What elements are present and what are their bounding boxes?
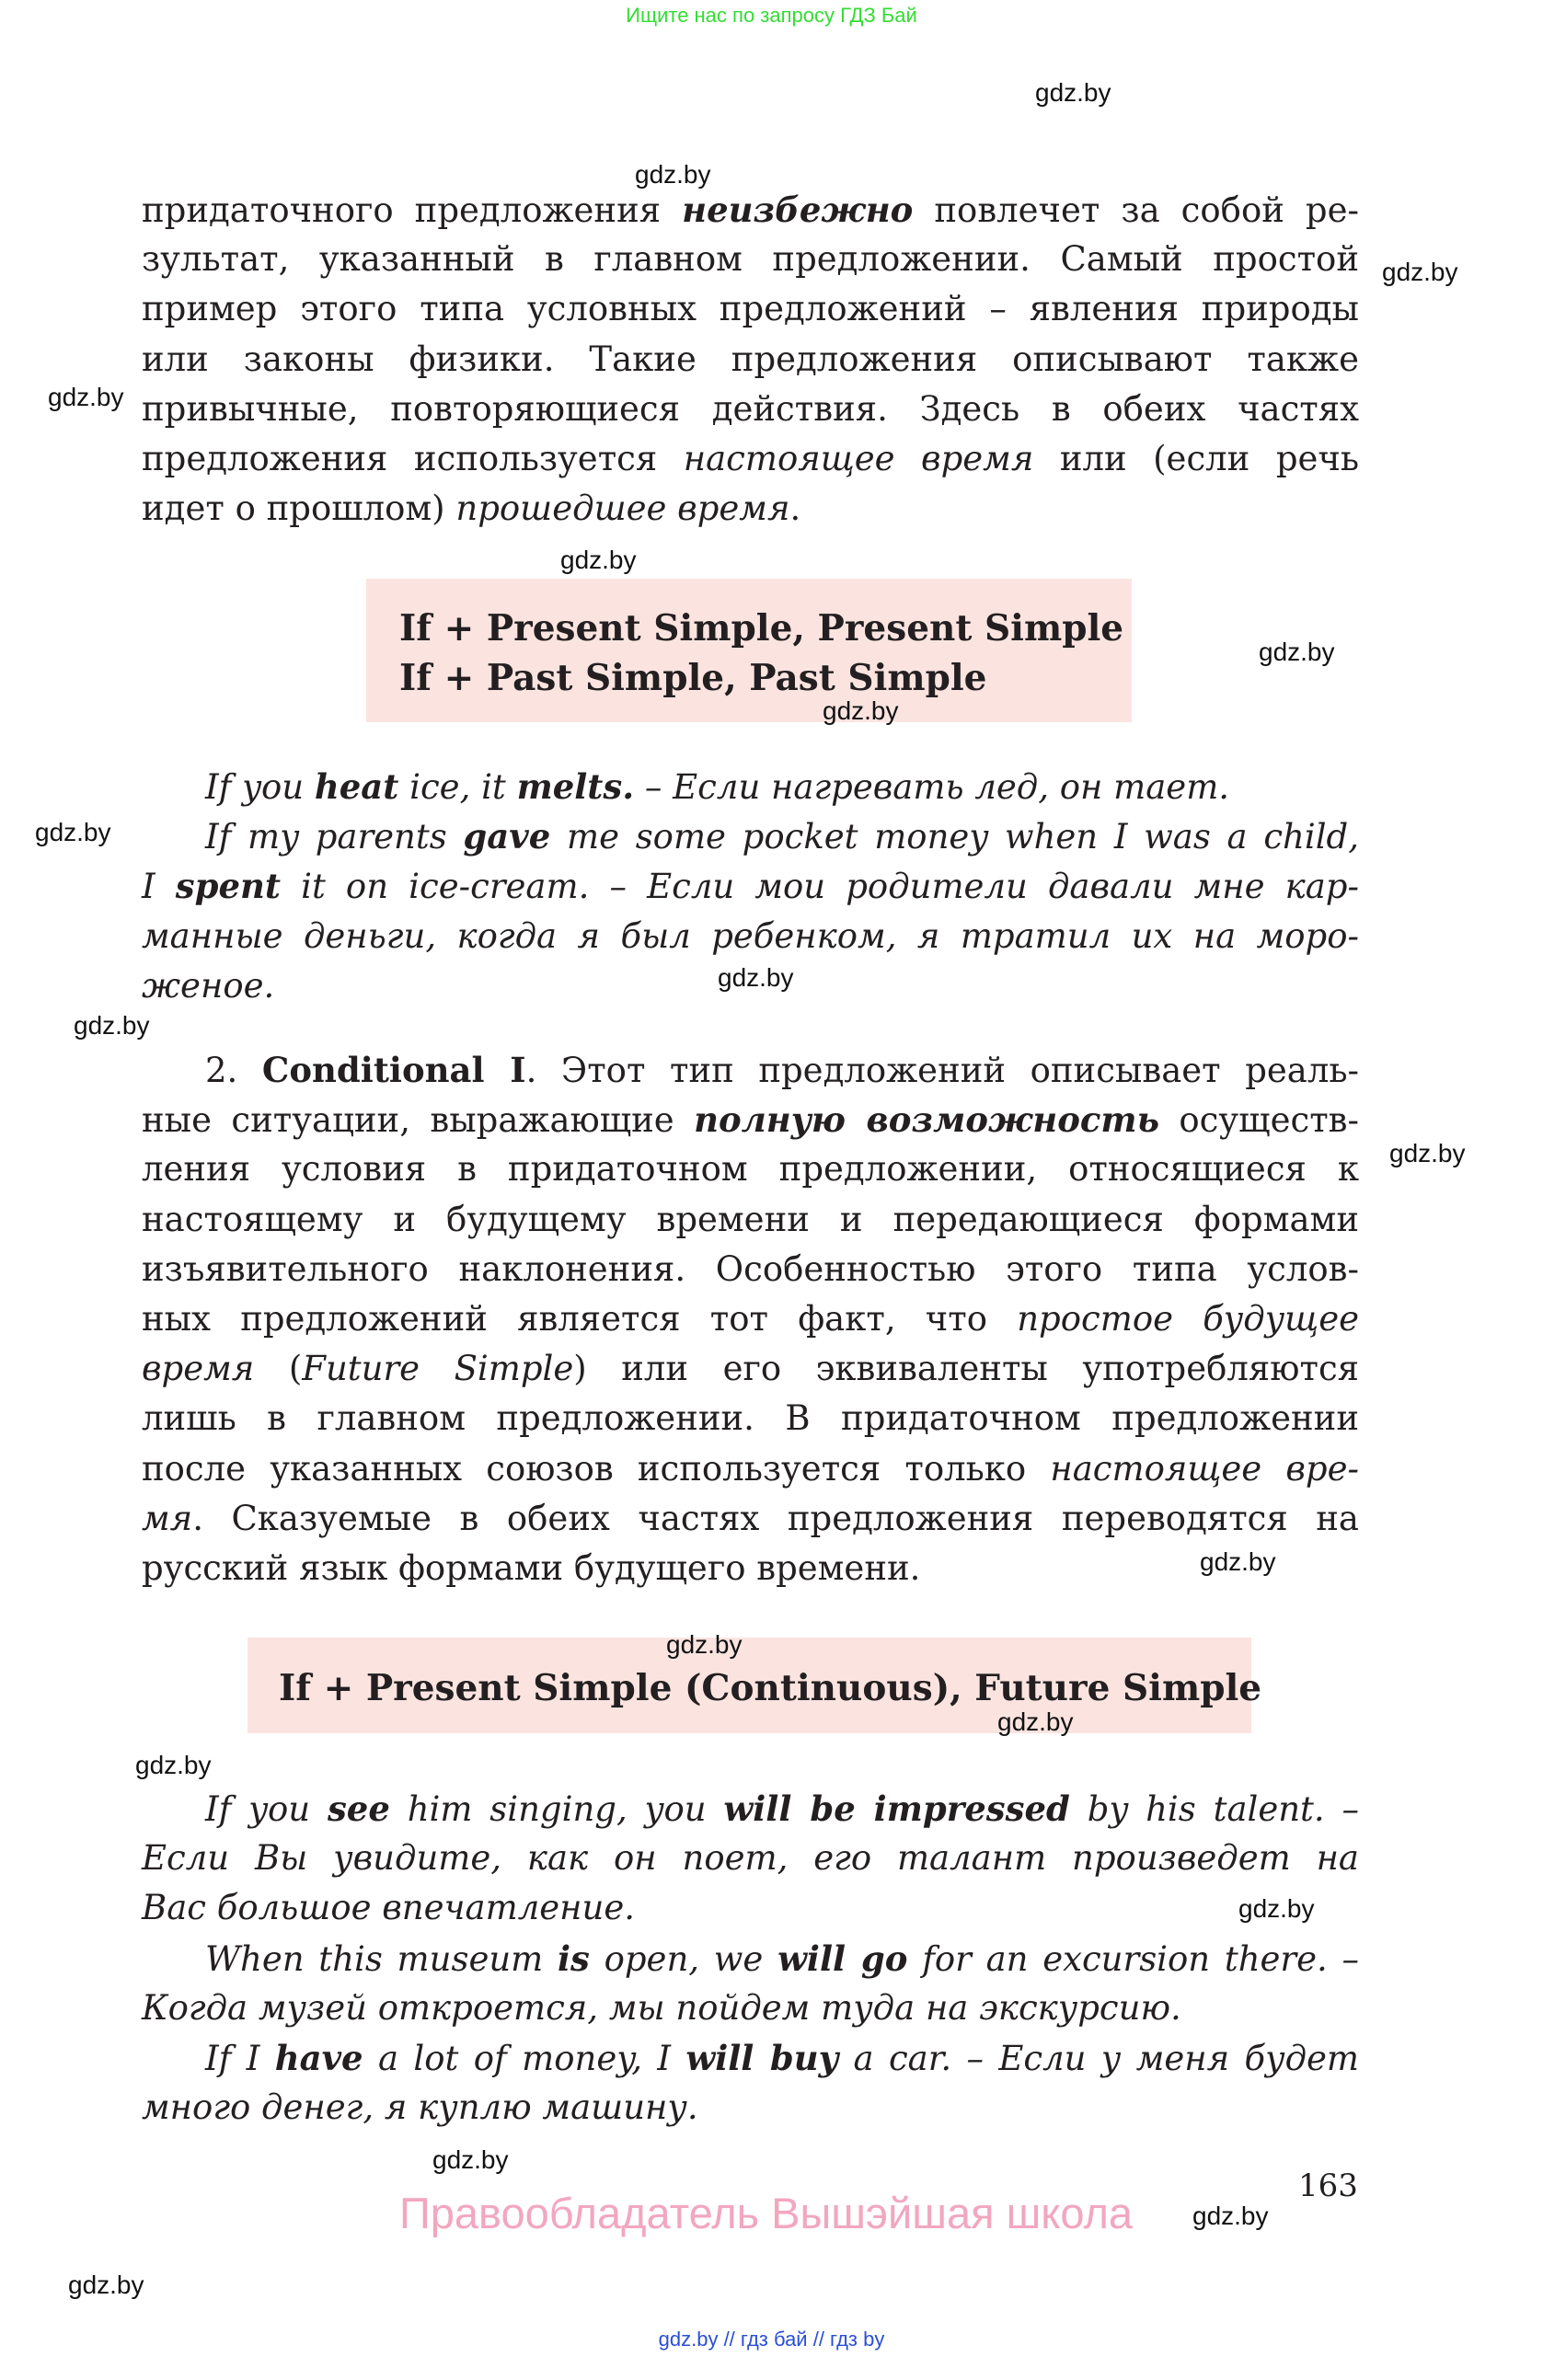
text-run: зультат, указанный в главном предложении. Самый простой <box>142 239 1359 279</box>
paragraph2-line <box>142 1195 1359 1245</box>
gdz-watermark: gdz.by <box>1192 2202 1269 2230</box>
text-run: или законы физики. Такие предложения описывают также <box>142 339 1359 379</box>
emphasis-text: it on ice-cream. – Если мои родители давали мне кар- <box>280 867 1359 906</box>
text-run: придаточного предложения <box>142 190 683 230</box>
text-run: идет о прошлом) <box>142 489 456 528</box>
search-hint-note: Ищите нас по запросу ГДЗ Бай <box>626 4 917 27</box>
examples2-line <box>142 2083 1359 2133</box>
emphasis-text: If you <box>205 767 315 807</box>
emphasis-text: melts. <box>516 766 635 807</box>
text-run: русский язык формами будущего времени. <box>142 1548 921 1588</box>
emphasis-text: полную возможность <box>694 1099 1159 1140</box>
emphasis-text: have <box>274 2038 363 2078</box>
gdz-watermark: gdz.by <box>1200 1547 1276 1576</box>
emphasis-text: мя <box>142 1499 193 1538</box>
emphasis-text: will go <box>777 1938 908 1979</box>
paragraph1-line <box>142 284 1359 334</box>
paragraph2-line <box>142 1095 1359 1144</box>
gdz-watermark: gdz.by <box>823 696 899 725</box>
text-run: ( <box>254 1349 303 1388</box>
emphasis-text: will be impressed <box>723 1788 1070 1829</box>
gdz-watermark: gdz.by <box>718 963 794 992</box>
emphasis-text: is <box>557 1938 590 1979</box>
text-run: пример этого типа условных предложений – явления природы <box>142 289 1359 328</box>
formula-box-1 <box>366 579 1132 722</box>
emphasis-text: see <box>327 1788 390 1829</box>
paragraph1-line <box>142 185 1359 235</box>
text-run: . <box>789 489 801 528</box>
emphasis-text: женое. <box>142 966 275 1006</box>
emphasis-text: неизбежно <box>682 190 914 230</box>
emphasis-text: Вас большое впечатление. <box>142 1888 636 1927</box>
text-run: после указанных союзов используется только <box>142 1449 1051 1489</box>
text-run: или (если речь <box>1033 439 1360 478</box>
emphasis-text: spent <box>175 866 281 906</box>
text-run: ные ситуации, выражающие <box>142 1100 695 1140</box>
gdz-watermark: gdz.by <box>35 818 111 846</box>
gdz-watermark: gdz.by <box>1382 258 1458 286</box>
examples2-line <box>205 1784 1359 1834</box>
paragraph2-line <box>205 1045 1359 1095</box>
emphasis-text: gave <box>463 816 551 857</box>
emphasis-text: open, we <box>589 1939 778 1979</box>
paragraph2-line <box>142 1294 1359 1344</box>
examples1-line <box>205 811 1359 861</box>
paragraph2-line <box>142 1444 1359 1494</box>
emphasis-text: If you <box>205 1789 328 1829</box>
emphasis-text: will buy <box>685 2038 839 2078</box>
emphasis-text: Future Simple <box>302 1349 574 1388</box>
emphasis-text: ice, it <box>398 767 517 807</box>
gdz-watermark: gdz.by <box>1389 1139 1466 1167</box>
examples2-line <box>205 1934 1359 1983</box>
gdz-watermark: gdz.by <box>1259 638 1335 666</box>
text-run: лишь в главном предложении. В придаточном предложении <box>142 1398 1359 1438</box>
paragraph2-line <box>142 1544 1359 1593</box>
emphasis-text: heat <box>314 766 399 807</box>
paragraph1-line <box>142 335 1359 385</box>
paragraph2-line <box>142 1245 1359 1294</box>
examples2-line <box>205 2033 1359 2083</box>
emphasis-text: простое будущее <box>1017 1299 1359 1339</box>
copyright-watermark: Правообладатель Вышэйшая школа <box>398 2189 1134 2237</box>
formula-box-2 <box>248 1638 1262 1733</box>
paragraph1-line <box>142 434 1359 484</box>
emphasis-text: Если Вы увидите, как он поет, его талант произведет на <box>142 1838 1359 1878</box>
paragraph2-line <box>142 1394 1359 1443</box>
formula-line: If + Present Simple, Present Simple <box>399 607 1124 650</box>
emphasis-text: манные деньги, когда я был ребенком, я тратил их на моро- <box>142 916 1359 956</box>
text-run: повлечет за собой ре- <box>913 190 1359 230</box>
emphasis-text: прошедшее время <box>455 489 790 528</box>
emphasis-text: me some pocket money when I was a child, <box>550 817 1359 857</box>
text-run: . Сказуемые в обеих частях предложения переводятся на <box>192 1499 1359 1538</box>
examples2-line <box>142 1883 1359 1933</box>
emphasis-text: I <box>142 867 176 906</box>
emphasis-text: настоящее время <box>683 439 1034 478</box>
examples1-line <box>205 762 1359 811</box>
emphasis-text: by his talent. – <box>1069 1789 1360 1829</box>
emphasis-text: – Если нагревать лед, он тает. <box>634 767 1230 807</box>
examples2-line <box>142 1834 1359 1883</box>
gdz-watermark: gdz.by <box>1035 78 1111 107</box>
examples1-line <box>142 861 1359 911</box>
text-run: . Этот тип предложений описывает реаль- <box>525 1051 1359 1090</box>
gdz-watermark: gdz.by <box>635 160 711 189</box>
emphasis-text: When this museum <box>205 1939 558 1979</box>
formula-line: If + Past Simple, Past Simple <box>399 657 987 699</box>
text-run: ных предложений является тот факт, что <box>142 1299 1018 1339</box>
emphasis-text: много денег, я куплю машину. <box>142 2087 698 2127</box>
gdz-watermark: gdz.by <box>666 1630 743 1659</box>
gdz-watermark: gdz.by <box>432 2145 509 2174</box>
paragraph1-line <box>142 484 1359 534</box>
page-number: 163 <box>1298 2167 1358 2204</box>
text-run: настоящему и будущему времени и передающиеся формами <box>142 1200 1359 1239</box>
text-run: 2. <box>205 1051 262 1090</box>
emphasis-text: Conditional I <box>261 1050 526 1090</box>
gdz-watermark: gdz.by <box>560 546 637 574</box>
gdz-watermark: gdz.by <box>1238 1894 1315 1923</box>
emphasis-text: If I <box>205 2039 275 2078</box>
formula-line: If + Present Simple (Continuous), Future Simple <box>279 1667 1262 1709</box>
gdz-watermark: gdz.by <box>74 1011 150 1040</box>
emphasis-text: настоящее вре- <box>1050 1449 1359 1489</box>
text-run: осуществ- <box>1158 1100 1359 1140</box>
paragraph2-line <box>142 1144 1359 1194</box>
emphasis-text: время <box>142 1349 255 1388</box>
gdz-watermark: gdz.by <box>68 2271 144 2299</box>
emphasis-text: a lot of money, I <box>363 2039 686 2078</box>
gdz-watermark: gdz.by <box>135 1751 212 1779</box>
paragraph2-line <box>142 1344 1359 1394</box>
footer-links[interactable]: gdz.by // гдз бай // гдз by <box>658 2328 885 2351</box>
emphasis-text: a car. – Если у меня будет <box>838 2039 1360 2078</box>
text-run: изъявительного наклонения. Особенностью этого типа услов- <box>142 1249 1359 1289</box>
examples2-line <box>142 1983 1359 2033</box>
text-run: ) или его эквиваленты употребляются <box>573 1349 1360 1388</box>
text-run: ления условия в придаточном предложении, относящиеся к <box>142 1149 1359 1189</box>
emphasis-text: If my parents <box>205 817 464 857</box>
paragraph1-line <box>142 235 1359 284</box>
gdz-watermark: gdz.by <box>48 383 124 411</box>
paragraph1-line <box>142 385 1359 434</box>
emphasis-text: Когда музей откроется, мы пойдем туда на экскурсию. <box>142 1988 1181 2028</box>
gdz-watermark: gdz.by <box>997 1707 1074 1736</box>
emphasis-text: him singing, you <box>389 1789 724 1829</box>
text-run: привычные, повторяющиеся действия. Здесь в обеих частях <box>142 389 1359 429</box>
examples1-line <box>142 912 1359 961</box>
text-run: предложения используется <box>142 439 684 478</box>
emphasis-text: for an excursion there. – <box>907 1939 1359 1979</box>
paragraph2-line <box>142 1494 1359 1544</box>
